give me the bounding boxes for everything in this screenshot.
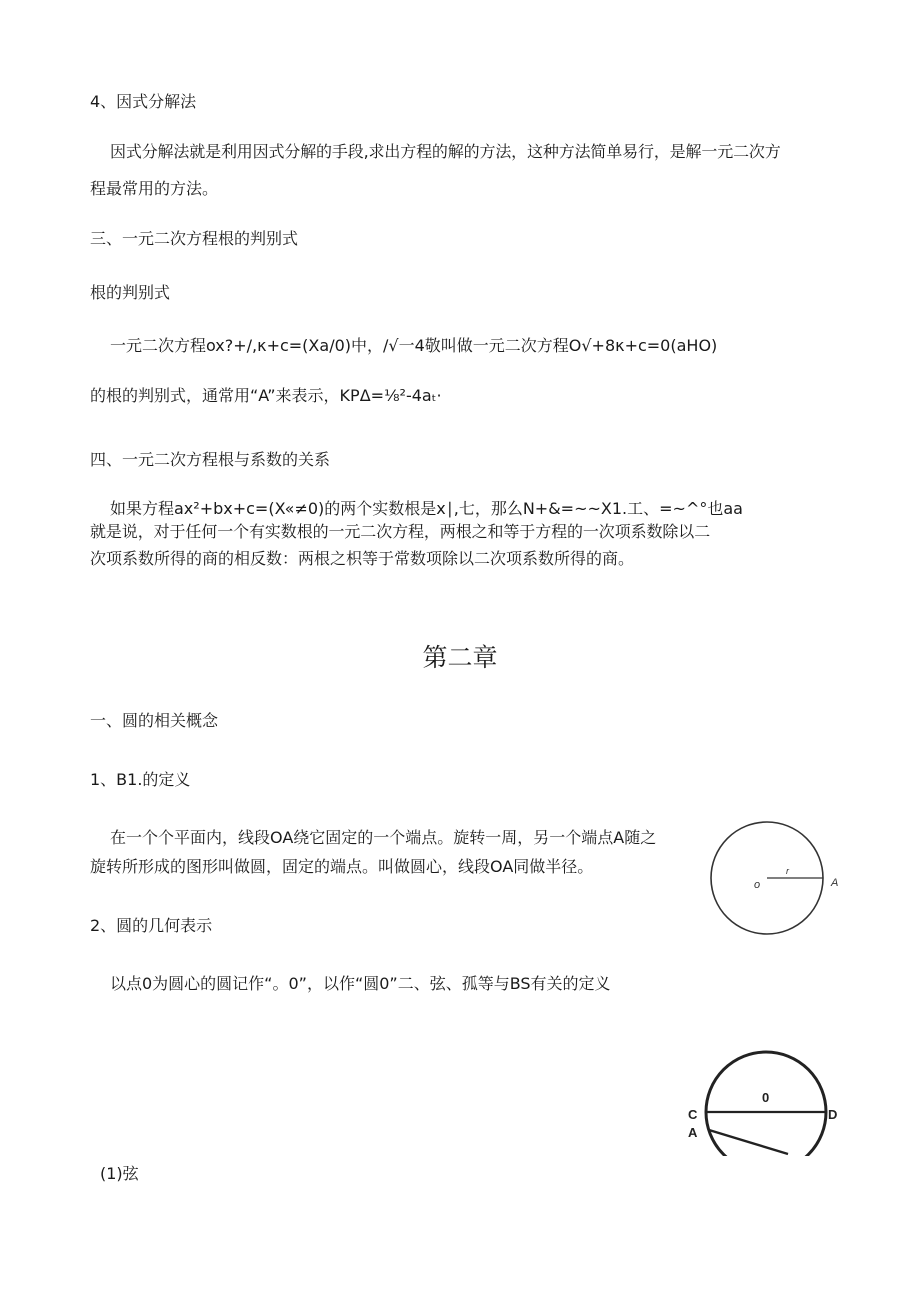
- radius-label: r: [786, 866, 789, 876]
- circle-geometry-line: 以点0为圆心的圆记作“。0”，以作“圆0”二、弦、孤等与BS有关的定义: [110, 974, 611, 993]
- circle-chord-figure: [682, 1042, 842, 1160]
- heading-circle-concepts: 一、圆的相关概念: [90, 711, 219, 730]
- vieta-line1: 如果方程ax²+bx+c=(X«≠0)的两个实数根是x∣,七，那么N+&=~~X1.工、=~^°也aa: [110, 499, 743, 518]
- paragraph-factoring-line2: 程最常用的方法。: [90, 179, 219, 198]
- vieta-line2: 就是说，对于任何一个有实数根的一元二次方程，两根之和等于方程的一次项系数除以二: [90, 522, 711, 541]
- chapter-title: 第二章: [422, 643, 498, 672]
- heading-discriminant: 三、一元二次方程根的判别式: [90, 229, 299, 248]
- paragraph-factoring-line1: 因式分解法就是利用因式分解的手段,求出方程的解的方法，这种方法简单易行，是解一元二次方: [110, 142, 781, 161]
- heading-circle-definition: 1、B1.的定义: [90, 770, 191, 789]
- chord-label: (1)弦: [100, 1164, 139, 1183]
- circle-outline: [706, 1052, 826, 1160]
- a-label: A: [688, 1125, 698, 1140]
- vieta-line3: 次项系数所得的商的相反数：两根之枳等于常数项除以二次项系数所得的商。: [90, 549, 635, 568]
- discriminant-line1: 一元二次方程ox?+/,κ+c=(Xa/0)中，∕√一4敬叫做一元二次方程O√+8κ+c=0(aHO): [110, 336, 718, 355]
- circle-definition-line2: 旋转所形成的图形叫做圆，固定的端点。叫做圆心，线段OA同做半径。: [90, 857, 594, 876]
- center-label: o: [754, 879, 761, 891]
- discriminant-line2: 的根的判别式，通常用“A”来表示，KPΔ=⅛²-4aₜ·: [90, 386, 442, 405]
- center-label: 0: [762, 1090, 770, 1105]
- heading-vieta: 四、一元二次方程根与系数的关系: [90, 450, 331, 469]
- heading-factoring: 4、因式分解法: [90, 92, 197, 111]
- point-label: A: [831, 877, 839, 889]
- circle-radius-figure: [700, 815, 860, 940]
- d-label: D: [828, 1107, 838, 1122]
- heading-circle-geometry: 2、圆的几何表示: [90, 916, 213, 935]
- subheading-discriminant: 根的判别式: [90, 283, 171, 302]
- circle-definition-line1: 在一个个平面内，线段OA绕它固定的一个端点。旋转一周，另一个端点A随之: [110, 828, 657, 847]
- c-label: C: [688, 1107, 698, 1122]
